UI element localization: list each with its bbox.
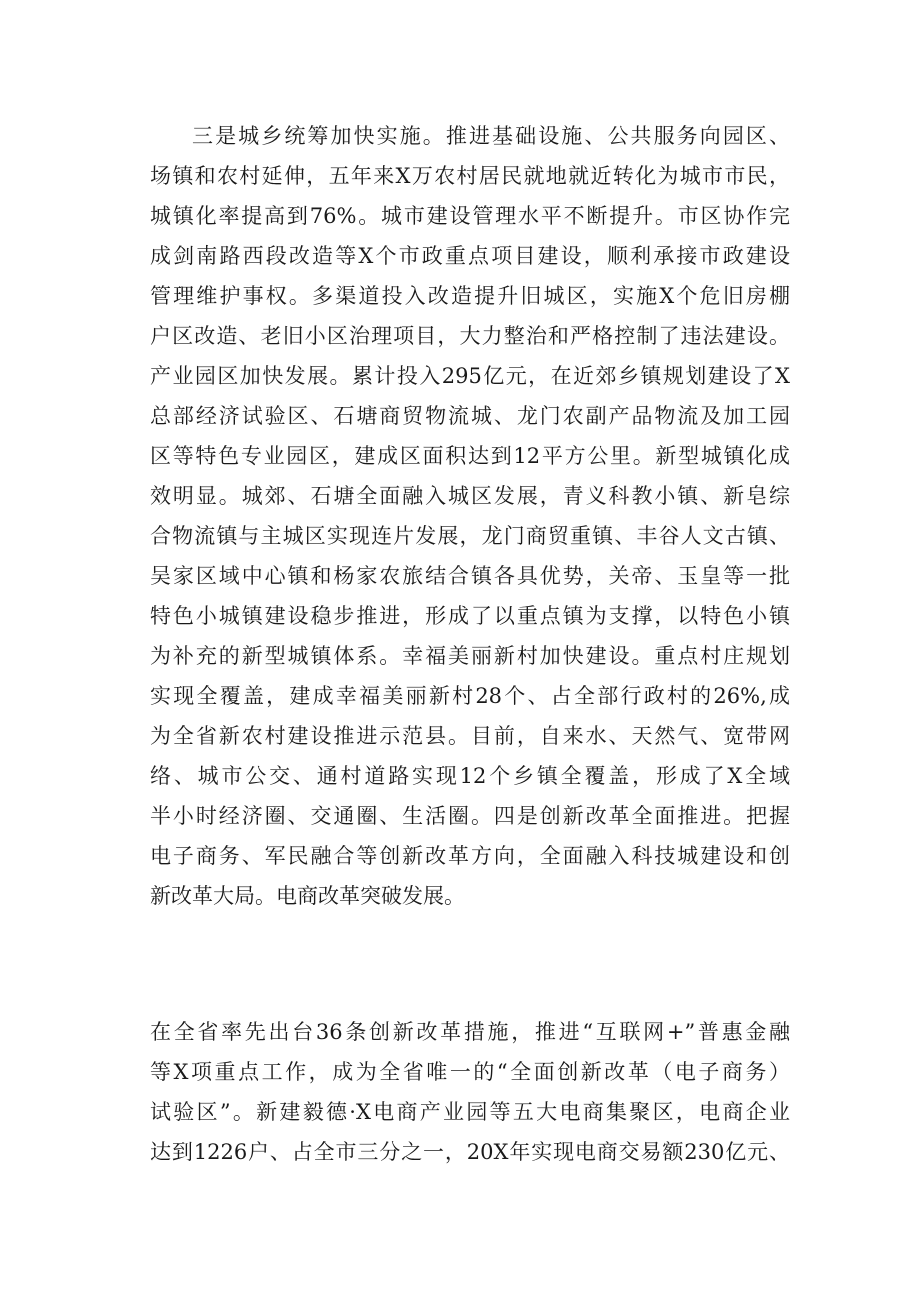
text-line: 络、城市公交、通村道路实现12个乡镇全覆盖，形成了X全域 — [150, 764, 790, 788]
text-line: 场镇和农村延伸，五年来X万农村居民就地就近转化为城市市民， — [150, 164, 790, 188]
text-line: 总部经济试验区、石塘商贸物流城、龙门农副产品物流及加工园 — [150, 404, 790, 428]
text-line: 达到1226户、占全市三分之一，20X年实现电商交易额230亿元、 — [150, 1140, 790, 1164]
text-line: 三是城乡统筹加快实施。推进基础设施、公共服务向园区、 — [192, 124, 790, 148]
text-line: 为全省新农村建设推进示范县。目前，自来水、天然气、宽带网 — [150, 724, 790, 748]
paragraph-urban-rural — [150, 116, 790, 916]
text-line: 新改革大局。电商改革突破发展。 — [150, 884, 465, 908]
text-line: 成剑南路西段改造等X个市政重点项目建设，顺利承接市政建设 — [150, 244, 790, 268]
text-line: 电子商务、军民融合等创新改革方向，全面融入科技城建设和创 — [150, 844, 790, 868]
text-line: 等X项重点工作，成为全省唯一的“全面创新改革（电子商务） — [150, 1060, 790, 1084]
text-line: 实现全覆盖，建成幸福美丽新村28个、占全部行政村的26%,成 — [150, 684, 790, 708]
text-line: 管理维护事权。多渠道投入改造提升旧城区，实施X个危旧房棚 — [150, 284, 790, 308]
paragraph-ecommerce — [150, 1012, 790, 1172]
text-line: 城镇化率提高到76%。城市建设管理水平不断提升。市区协作完 — [150, 204, 790, 228]
text-line: 在全省率先出台36条创新改革措施，推进“互联网+”普惠金融 — [150, 1020, 790, 1044]
text-line: 特色小城镇建设稳步推进，形成了以重点镇为支撑，以特色小镇 — [150, 604, 790, 628]
text-line: 吴家区域中心镇和杨家农旅结合镇各具优势，关帝、玉皇等一批 — [150, 564, 790, 588]
text-line: 半小时经济圈、交通圈、生活圈。四是创新改革全面推进。把握 — [150, 804, 790, 828]
text-line: 效明显。城郊、石塘全面融入城区发展，青义科教小镇、新皂综 — [150, 484, 790, 508]
text-line: 试验区”。新建毅德·X电商产业园等五大电商集聚区，电商企业 — [150, 1100, 790, 1124]
text-line: 合物流镇与主城区实现连片发展，龙门商贸重镇、丰谷人文古镇、 — [150, 524, 790, 548]
text-line: 为补充的新型城镇体系。幸福美丽新村加快建设。重点村庄规划 — [150, 644, 790, 668]
text-line: 户区改造、老旧小区治理项目，大力整治和严格控制了违法建设。 — [150, 324, 790, 348]
text-line: 区等特色专业园区，建成区面积达到12平方公里。新型城镇化成 — [150, 444, 790, 468]
text-line: 产业园区加快发展。累计投入295亿元，在近郊乡镇规划建设了X — [150, 364, 790, 388]
